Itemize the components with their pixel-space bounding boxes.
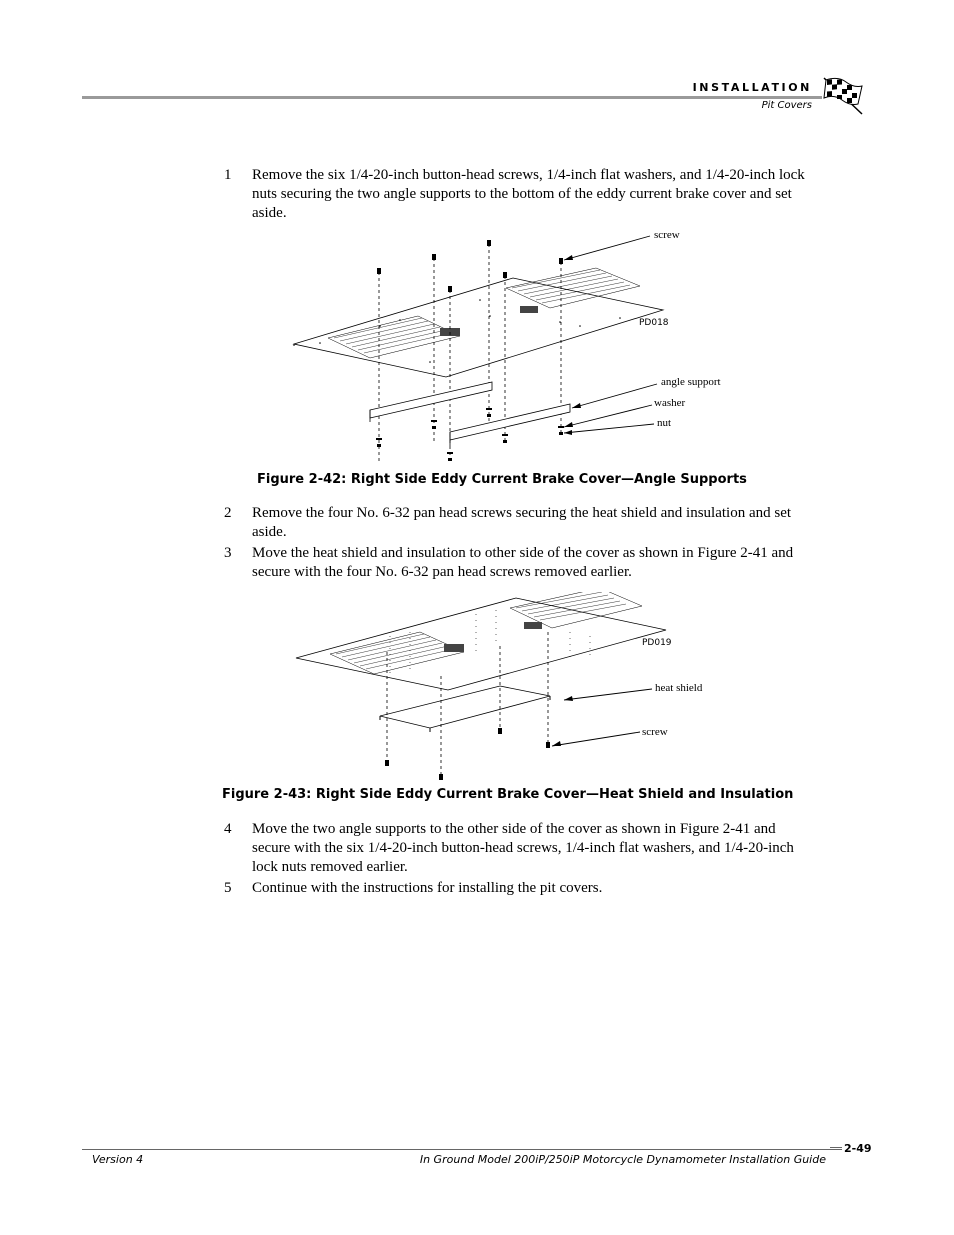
footer-version: Version 4 — [92, 1153, 144, 1166]
label-heat-shield: heat shield — [655, 682, 703, 694]
figure-2-43-diagram — [280, 592, 760, 784]
footer-title: In Ground Model 200iP/250iP Motorcycle Dynamometer Installation Guide — [419, 1153, 826, 1166]
step-2 — [224, 504, 814, 542]
step-4 — [224, 820, 814, 877]
figure-code: PD019 — [642, 638, 672, 648]
figure-code: PD018 — [639, 318, 669, 328]
step-number: 1 — [224, 167, 232, 183]
step-text: Continue with the instructions for installing the pit covers. — [252, 880, 603, 896]
step-number: 4 — [224, 821, 232, 837]
checkered-flag-icon — [820, 76, 866, 116]
step-text: Remove the four No. 6-32 pan head screws securing the heat shield and insulation and set aside. — [252, 505, 792, 540]
step-text: Move the heat shield and insulation to other side of the cover as shown in Figure 2-41 and secure with the four No. 6-32 pan head screws removed earlier. — [252, 545, 794, 580]
step-5 — [224, 879, 814, 898]
step-number: 5 — [224, 880, 232, 896]
step-text: Remove the six 1/4-20-inch button-head screws, 1/4-inch flat washers, and 1/4-20-inch lock nuts securing the two angle supports to the bottom of the eddy current brake cover and set aside. — [252, 167, 805, 221]
figure-2-42-diagram — [280, 222, 760, 472]
figure-caption: Figure 2-42: Right Side Eddy Current Brake Cover—Angle Supports — [257, 472, 747, 487]
label-nut: nut — [657, 417, 672, 429]
step-number: 2 — [224, 505, 232, 521]
page-number-tick — [830, 1147, 842, 1148]
figure-caption: Figure 2-43: Right Side Eddy Current Brake Cover—Heat Shield and Insulation — [222, 787, 794, 802]
section-title: INSTALLATION — [692, 81, 812, 94]
label-angle-support: angle support — [661, 376, 721, 388]
step-text: Move the two angle supports to the other side of the cover as shown in Figure 2-41 and secure with the six 1/4-20-inch button-head screws, 1/4-inch flat washers, and 1/4-20-inch lock nuts removed earlier. — [252, 821, 794, 875]
footer-rule — [82, 1149, 842, 1150]
step-3 — [224, 544, 814, 582]
label-screw: screw — [654, 229, 680, 241]
label-screw: screw — [642, 726, 668, 738]
label-washer: washer — [654, 397, 686, 409]
step-number: 3 — [224, 545, 232, 561]
step-1 — [224, 166, 814, 223]
subsection-title: Pit Covers — [761, 100, 812, 111]
page-number: 2-49 — [844, 1142, 872, 1155]
header-rule — [82, 96, 822, 99]
